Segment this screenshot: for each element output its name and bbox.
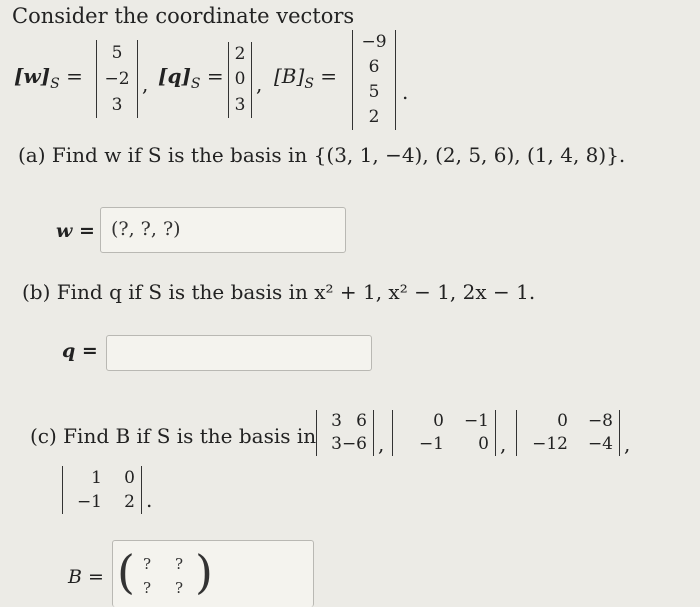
- w-coordinate-label: [14, 64, 83, 92]
- part-a-answer-input[interactable]: [100, 207, 346, 253]
- matrix-entry: −4: [587, 434, 613, 454]
- answer-entry: ?: [175, 579, 184, 597]
- matrix-entry: −6: [341, 434, 367, 454]
- matrix-entry: −1: [418, 434, 444, 454]
- w-sub: S: [50, 76, 60, 92]
- w-label: [w]: [14, 64, 51, 88]
- w-eq: =: [66, 64, 83, 88]
- answer-entry: ?: [143, 579, 152, 597]
- part-a-question: (a) Find w if S is the basis in {(3, 1, −4), (2, 5, 6), (1, 4, 8)}.: [18, 143, 626, 167]
- B-vector-matrix: [352, 30, 396, 130]
- part-c-question: (c) Find B if S is the basis in: [30, 424, 317, 448]
- matrix-entry: 0: [124, 467, 135, 488]
- part-c-answer-input[interactable]: [112, 540, 314, 607]
- part-a-label: w =: [56, 220, 95, 242]
- matrix-entry: 3: [234, 94, 246, 115]
- matrix-entry: 2: [234, 44, 246, 65]
- matrix-entry: −9: [361, 32, 387, 52]
- basis-matrix-2: [392, 410, 496, 456]
- q-coordinate-label: [158, 64, 224, 92]
- part-c-label: B =: [68, 566, 104, 588]
- matrix-entry: 6: [356, 411, 367, 431]
- basis-matrix-1: [316, 410, 374, 456]
- B-sub: S: [304, 76, 314, 92]
- comma: ,: [142, 72, 149, 96]
- q-sub: S: [190, 76, 201, 92]
- left-paren: (: [117, 545, 135, 599]
- matrix-entry: −2: [104, 68, 130, 89]
- period: .: [146, 488, 153, 512]
- matrix-entry: −8: [587, 411, 613, 431]
- matrix-entry: 2: [124, 491, 135, 512]
- matrix-entry: 3: [111, 94, 123, 115]
- matrix-entry: 0: [478, 434, 489, 454]
- B-label: [B]: [274, 64, 305, 88]
- part-b-answer-input[interactable]: [106, 335, 372, 371]
- period: .: [402, 80, 409, 104]
- matrix-entry: 3: [331, 411, 342, 431]
- comma: ,: [378, 432, 385, 456]
- basis-matrix-3: [516, 410, 620, 456]
- matrix-entry: 5: [368, 82, 380, 102]
- w-vector-matrix: [96, 40, 138, 118]
- part-b-label: q =: [62, 340, 98, 362]
- part-a-answer-value: (?, ?, ?): [111, 218, 181, 240]
- comma: ,: [500, 432, 507, 456]
- B-coordinate-label: [274, 64, 337, 92]
- right-paren: ): [195, 545, 213, 599]
- matrix-entry: −12: [532, 434, 568, 454]
- answer-entry: ?: [175, 555, 184, 573]
- matrix-entry: 6: [368, 57, 380, 77]
- matrix-entry: 0: [433, 411, 444, 431]
- matrix-entry: 2: [368, 107, 380, 127]
- part-b-question: (b) Find q if S is the basis in x² + 1, x² − 1, 2x − 1.: [22, 280, 536, 304]
- matrix-entry: −1: [76, 491, 102, 512]
- matrix-entry: 0: [557, 411, 568, 431]
- comma: ,: [624, 432, 631, 456]
- answer-entry: ?: [143, 555, 152, 573]
- matrix-entry: −1: [463, 411, 489, 431]
- intro-text: Consider the coordinate vectors: [12, 4, 355, 28]
- q-label: [q]: [158, 64, 191, 88]
- matrix-entry: 5: [111, 42, 123, 63]
- q-eq: =: [206, 64, 224, 88]
- comma: ,: [256, 72, 263, 96]
- B-eq: =: [320, 64, 338, 88]
- matrix-entry: 1: [91, 467, 102, 488]
- matrix-entry: 3: [331, 434, 342, 454]
- matrix-entry: 0: [234, 69, 246, 90]
- basis-matrix-4: [62, 466, 142, 514]
- q-vector-matrix: [228, 42, 252, 118]
